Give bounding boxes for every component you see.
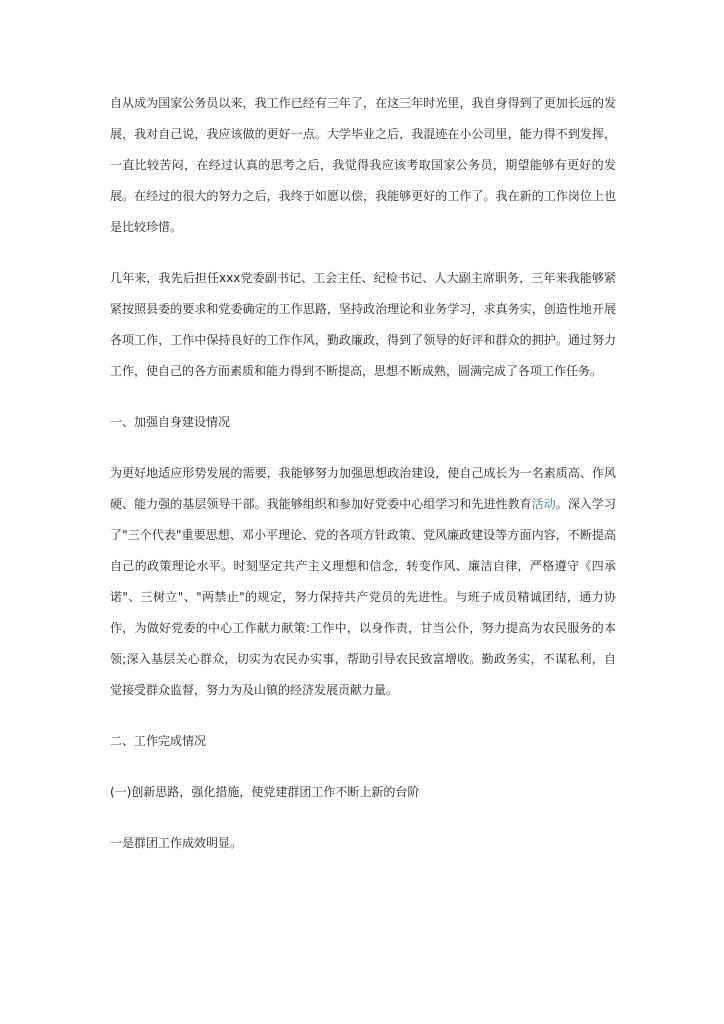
paragraph-intro: 自从成为国家公务员以来，我工作已经有三年了，在这三年时光里，我自身得到了更加长远的发展，我对自己说，我应该做的更好一点。大学毕业之后，我混迹在小公司里，能力得不到发挥，一直比较苦闷，在经过认真的思考之后，我觉得我应该考取国家公务员，期望能够有更好的发展。在经过的很大的努力之后，我终于如愿以偿，我能够更好的工作了。我在新的工作岗位上也是比较珍惜。 xyxy=(110,96,616,234)
paragraph-self-building-part-1: 为更好地适应形势发展的需要，我能够努力加强思想政治建设，使自己成长为一名素质高、作风硬、能力强的基层领导干部。我能够组织和参加好党委中心组学习和先进性教育 xyxy=(110,466,616,511)
paragraph-self-building xyxy=(110,458,616,706)
subsection-heading-1: (一)创新思路，强化措施，使党建群团工作不断上新的台阶 xyxy=(110,785,420,799)
paragraph-self-building-part-2: 。深入学习了"三个代表"重要思想、邓小平理论、党的各项方针政策、党风廉政建设等方面内容，不断提高自己的政策理论水平。时刻坚定共产主义理想和信念，转变作风、廉洁自律，严格遵守《四承诺"、三树立"、"两禁止"的规定，努力保持共产党员的先进性。与班子成员精诚团结，通力协作，为做好党委的中心工作献力献策:工作中，以身作责，甘当公仆，努力提高为农民服务的本领;深入基层关心群众，切实为农民办实事，帮助引导农民致富增收。勤政务实，不谋私利，自觉接受群众监督，努力为及山镇的经济发展贡献力量。 xyxy=(110,497,616,697)
paragraph-group-work: 一是群团工作成效明显。 xyxy=(110,836,243,850)
section-heading-2: 二、工作完成情况 xyxy=(110,734,207,748)
activity-link[interactable]: 活动 xyxy=(531,497,556,511)
document-body xyxy=(110,88,616,879)
section-heading-1: 一、加强自身建设情况 xyxy=(110,415,231,429)
paragraph-career: 几年来，我先后担任xxx党委副书记、工会主任、纪检书记、人大副主席职务，三年来我能够紧紧按照县委的要求和党委确定的工作思路，坚持政治理论和业务学习，求真务实，创造性地开展各项工作，工作中保持良好的工作作风，勤政廉政，得到了领导的好评和群众的拥护。通过努力工作，使自己的各方面素质和能力得到不断提高，思想不断成熟，圆满完成了各项工作任务。 xyxy=(110,271,616,378)
